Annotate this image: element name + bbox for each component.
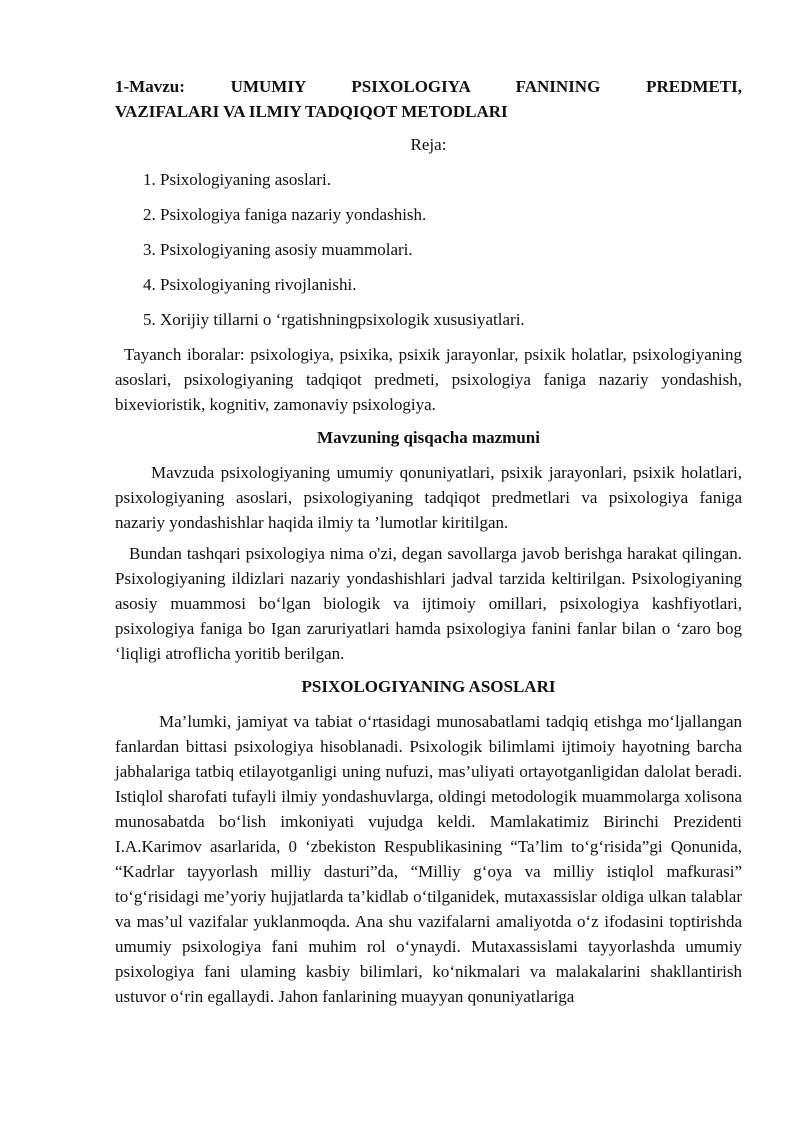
reja-list — [115, 167, 742, 332]
paragraph-mazmun-2: Bundan tashqari psixologiya nima o'zi, degan savollarga javob berishga harakat qilingan. Psixologiyaning ildizlari nazariy yondashishlari jadval tarzida keltirilgan. Psixologiyaning asosiy muammosi bo‘lgan biologik va ijtimoiy omillari, psixologiya kashfiyotlari, psixologiya faniga bo Igan zaruriyatlari hamda psixologiya fanini fanlar bilan o ‘zaro bog ‘liqligi atroflicha yoritib berilgan. — [115, 544, 742, 663]
title-line-1: 1-Mavzu: UMUMIY PSIXOLOGIYA FANINING PREDMETI, — [115, 77, 742, 96]
section-heading-mazmuni: Mavzuning qisqacha mazmuni — [317, 428, 540, 447]
paragraph-mazmun-1: Mavzuda psixologiyaning umumiy qonuniyatlari, psixik jarayonlari, psixik holatlari, psixologiyaning asoslari, psixologiyaning tadqiqot predmetlari va psixologiya faniga nazariy yondashishlar haqida ilmiy ta ’lumotlar kiritilgan. — [115, 463, 742, 532]
section-heading-asoslari: PSIXOLOGIYANING ASOSLARI — [301, 677, 556, 696]
reja-item: 3. Psixologiyaning asosiy muammolari. — [143, 240, 413, 259]
reja-item: 5. Xorijiy tillarni o ‘rgatishningpsixologik xususiyatlari. — [143, 310, 525, 329]
reja-item: 2. Psixologiya faniga nazariy yondashish. — [143, 205, 427, 224]
reja-item: 4. Psixologiyaning rivojlanishi. — [143, 275, 357, 294]
tayanch-iboralar: Tayanch iboralar: psixologiya, psixika, psixik jarayonlar, psixik holatlar, psixologiyaning asoslari, psixologiyaning tadqiqot predmeti, psixologiya faniga nazariy yondashish, bixevioristik, kognitiv, zamonaviy psixologiya. — [115, 345, 742, 414]
reja-item: 1. Psixologiyaning asoslari. — [143, 170, 331, 189]
paragraph-asoslari-1: Ma’lumki, jamiyat va tabiat o‘rtasidagi munosabatlami tadqiq etishga mo‘ljallangan fanlardan bittasi psixologiya hisoblanadi. Psixologik bilimlami ijtimoiy hayotning barcha jabhalariga tatbiq etilayotganligi uning nufuzi, mas’uliyati ortayotganligidan dalolat beradi. Istiqlol sharofati tufayli ilmiy yondashuvlarga, oldingi metodologik muammolarga xolisona munosabatda bo‘lish imkoniyati vujudga keldi. Mamlakatimiz Birinchi Prezidenti I.A.Karimov asarlarida, 0 ‘zbekiston Respublikasining “Ta’lim to‘g‘risida”gi Qonunida, “Kadrlar tayyorlash milliy dasturi”da, “Milliy g‘oya va milliy istiqlol mafkurasi” to‘g‘risidagi me’yoriy hujjatlarda ta’kidlab o‘tilganidek, mutaxassislar oldiga ulkan talablar va mas’ul vazifalar yuklanmoqda. Ana shu vazifalarni amaliyotda o‘z ifodasini toptirishda umumiy psixologiya fani muhim rol o‘ynaydi. Mutaxassislami tayyorlashda umumiy psixologiya fani ulaming kasbiy bilimlari, ko‘nikmalari va malakalarini shakllantirish ustuvor o‘rin egallaydi. Jahon fanlarining muayyan qonuniyatlariga — [115, 712, 742, 1006]
document-title — [115, 74, 742, 124]
title-line-2: VAZIFALARI VA ILMIY TADQIQOT METODLARI — [115, 102, 508, 121]
document-page — [115, 74, 742, 1009]
reja-heading: Reja: — [410, 135, 447, 154]
